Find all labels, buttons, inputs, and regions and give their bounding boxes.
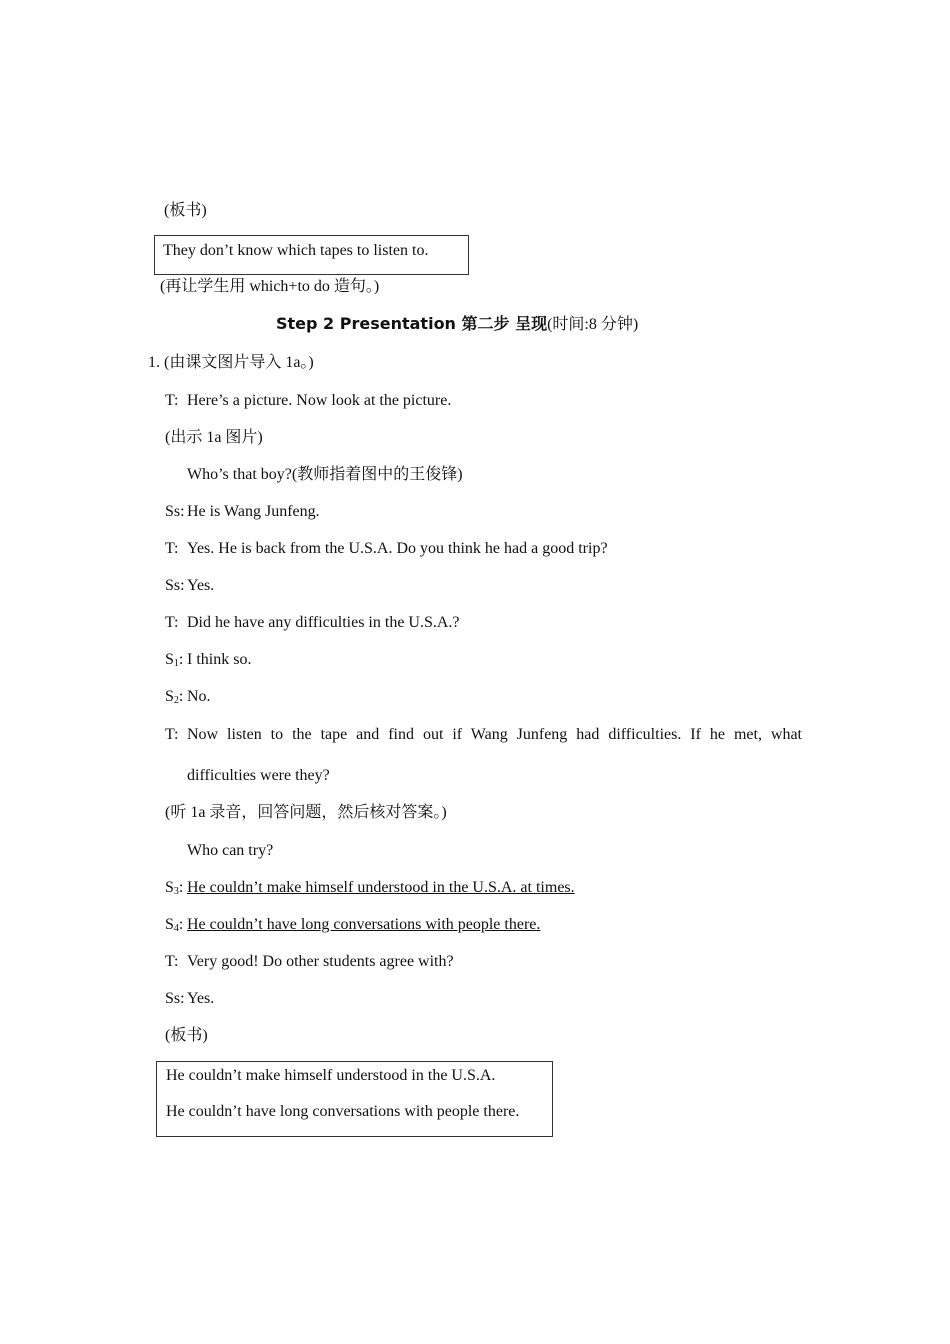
dialogue-line	[165, 952, 454, 972]
speaker: T:	[165, 540, 179, 557]
utterance: He is Wang Junfeng.	[187, 503, 320, 520]
utterance: No.	[187, 688, 211, 705]
stage-note: (出示 1a 图片)	[165, 429, 263, 446]
utterance: Very good! Do other students agree with?	[187, 953, 454, 970]
dialogue-line	[165, 878, 575, 898]
utterance: Now listen to the tape and find out if Wang Junfeng had difficulties. If he met, what	[187, 726, 802, 743]
speaker: Ss:	[165, 577, 185, 594]
utterance: Did he have any difficulties in the U.S.A.?	[187, 614, 460, 631]
dialogue-line	[165, 613, 460, 633]
board-box	[156, 1061, 553, 1137]
board-text: They don’t know which tapes to listen to.	[163, 242, 429, 259]
board-label: (板书)	[164, 202, 207, 219]
dialogue-line	[165, 576, 214, 596]
board-label: (板书)	[165, 1027, 208, 1044]
answer-underlined: He couldn’t make himself understood in the U.S.A. at times.	[187, 879, 575, 896]
utterance: Who’s that boy?(教师指着图中的王俊锋)	[187, 466, 463, 483]
dialogue-line	[165, 989, 214, 1009]
dialogue-line	[165, 915, 540, 935]
utterance: Yes.	[187, 577, 215, 594]
dialogue-line	[165, 725, 802, 745]
speaker: $S_3$:	[165, 879, 184, 897]
utterance: Who can try?	[187, 842, 274, 859]
speaker: Ss:	[165, 990, 185, 1007]
speaker: $S_2$:	[165, 688, 184, 706]
speaker: T:	[165, 726, 179, 743]
dialogue-line	[165, 539, 608, 559]
speaker: Ss:	[165, 503, 185, 520]
teacher-note: (再让学生用 which+to do 造句。)	[160, 278, 380, 295]
item-number: 1. (由课文图片导入 1a。)	[148, 354, 314, 371]
utterance: Here’s a picture. Now look at the picture.	[187, 392, 452, 409]
speaker: T:	[165, 614, 179, 631]
dialogue-line	[165, 391, 451, 411]
speaker: T:	[165, 392, 179, 409]
utterance: Yes.	[187, 990, 215, 1007]
board-text: He couldn’t make himself understood in the U.S.A.	[166, 1067, 496, 1084]
step-time: (时间:8 分钟)	[547, 316, 639, 333]
utterance: I think so.	[187, 651, 252, 668]
dialogue-line	[165, 502, 320, 522]
speaker: $S_4$:	[165, 916, 184, 934]
step-title: Step 2 Presentation 第二步 呈现	[276, 314, 548, 333]
board-box	[154, 235, 469, 275]
stage-note: (听 1a 录音，回答问题，然后核对答案。)	[165, 804, 447, 821]
step-heading	[276, 314, 638, 335]
utterance: Yes. He is back from the U.S.A. Do you think he had a good trip?	[187, 540, 608, 557]
dialogue-line	[165, 650, 251, 670]
dialogue-line	[165, 687, 211, 707]
board-text: He couldn’t have long conversations with people there.	[166, 1103, 520, 1120]
utterance-continued: difficulties were they?	[187, 767, 330, 784]
answer-underlined: He couldn’t have long conversations with people there.	[187, 916, 541, 933]
speaker: T:	[165, 953, 179, 970]
speaker: $S_1$:	[165, 651, 184, 669]
